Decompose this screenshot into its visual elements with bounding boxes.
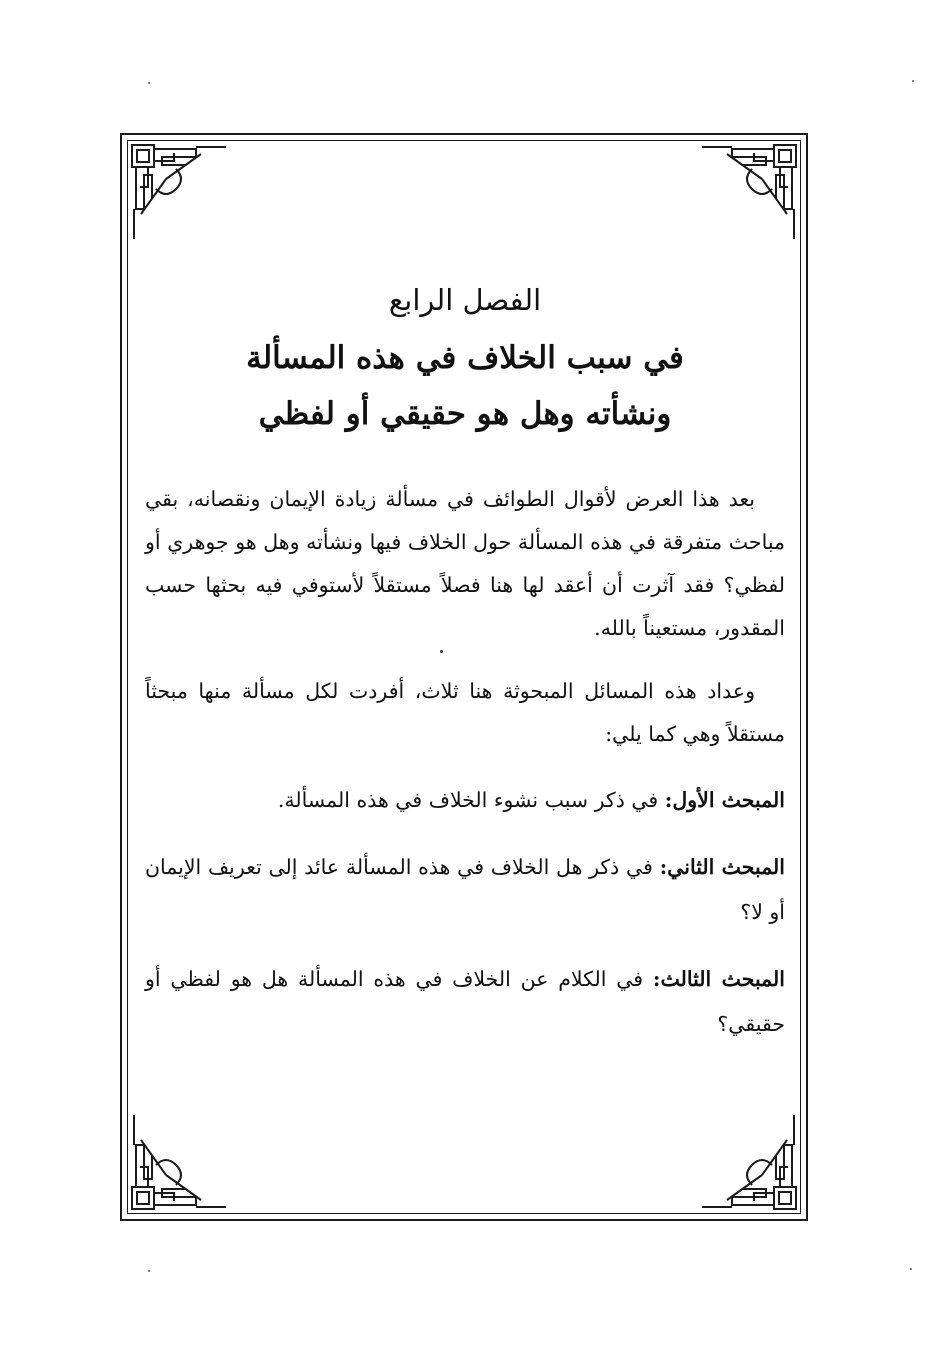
section-item-2 (145, 845, 785, 935)
section-text: في الكلام عن الخلاف في هذه المسألة هل هو لفظي أو حقيقي؟ (145, 967, 785, 1036)
scan-mark (148, 82, 150, 84)
ornament-corner-bottom-left (126, 1105, 236, 1215)
section-heading: المبحث الأول: (664, 788, 785, 812)
section-text: في ذكر سبب نشوء الخلاف في هذه المسألة. (277, 788, 659, 812)
section-item-3 (145, 957, 785, 1047)
section-heading: المبحث الثالث: (652, 967, 785, 991)
ornament-corner-bottom-right (692, 1105, 802, 1215)
chapter-title-line-1: في سبب الخلاف في هذه المسألة (246, 340, 684, 376)
scan-mark (148, 1270, 150, 1272)
stray-dot (440, 650, 443, 653)
scan-mark (912, 80, 914, 82)
section-item-1 (145, 778, 785, 823)
chapter-title-line-2: ونشأته وهل هو حقيقي أو لفظي (258, 396, 672, 432)
intro-paragraph: بعد هذا العرض لأقوال الطوائف في مسألة زيادة الإيمان ونقصانه، بقي مباحث متفرقة في هذه المسألة حول الخلاف فيها ونشأته وهل هو جوهري أو لفظي؟ فقد آثرت أن أعقد لها هنا فصلاً مستقلاً لأستوفي فيه بحثها حسب المقدور، مستعيناً بالله. (145, 487, 785, 640)
ornament-corner-top-right (692, 139, 802, 249)
scan-mark (910, 1268, 912, 1270)
section-text: في ذكر هل الخلاف في هذه المسألة عائد إلى تعريف الإيمان أو لا؟ (145, 855, 785, 924)
chapter-label: الفصل الرابع (388, 283, 542, 317)
sections-intro-paragraph: وعداد هذه المسائل المبحوثة هنا ثلاث، أفردت لكل مسألة منها مبحثاً مستقلاً وهي كما يلي: (145, 679, 785, 746)
page-content (145, 280, 785, 1047)
ornament-corner-top-left (126, 139, 236, 249)
section-heading: المبحث الثاني: (659, 855, 785, 879)
